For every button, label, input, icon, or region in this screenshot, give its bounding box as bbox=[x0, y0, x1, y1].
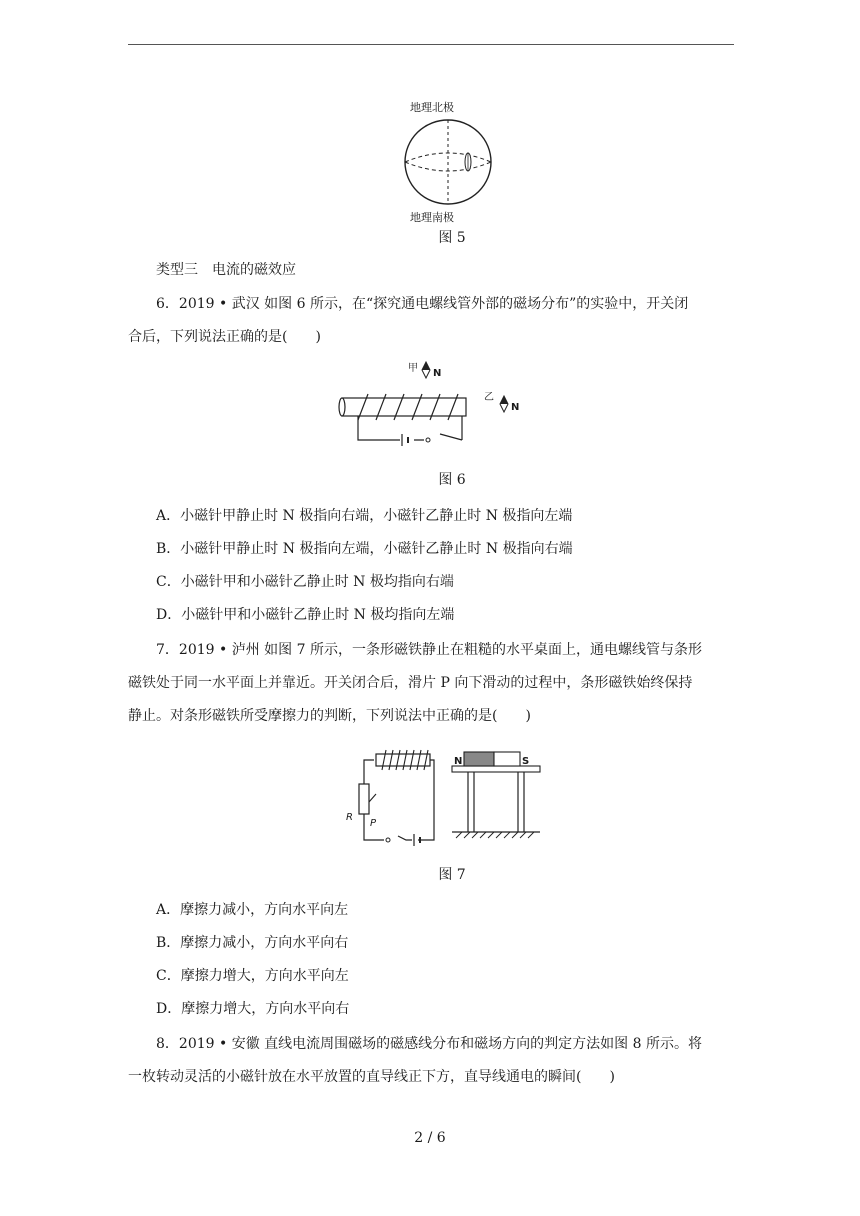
fig6-caption: 图 6 bbox=[438, 472, 466, 488]
q6-text-line2: 合后，下列说法正确的是( ) bbox=[128, 329, 321, 345]
q7-option-c[interactable]: C．摩擦力增大，方向水平向左 bbox=[156, 968, 349, 984]
q7-text-line1: 7．2019 • 泸州 如图 7 所示，一条形磁铁静止在粗糙的水平桌面上，通电螺线管与条形 bbox=[156, 642, 702, 658]
fig7-label-p: P bbox=[370, 818, 377, 829]
q7-text-line3: 静止。对条形磁铁所受摩擦力的判断，下列说法中正确的是( ) bbox=[128, 708, 531, 724]
fig7-label-r: R bbox=[346, 812, 353, 823]
fig7-bar-magnet-n bbox=[464, 752, 494, 766]
q6-text-line1: 6．2019 • 武汉 如图 6 所示，在“探究通电螺线管外部的磁场分布”的实验中，开关闭 bbox=[156, 296, 689, 312]
q8-text-line1: 8．2019 • 安徽 直线电流周围磁场的磁感线分布和磁场方向的判定方法如图 8 所示。将 bbox=[156, 1036, 702, 1052]
circuit-wire bbox=[358, 416, 462, 440]
fig7-label-n: N bbox=[454, 756, 463, 767]
q7-text-line2: 磁铁处于同一水平面上并靠近。开关闭合后，滑片 P 向下滑动的过程中，条形磁铁始终保持 bbox=[128, 675, 693, 691]
q6-option-b[interactable]: B．小磁针甲静止时 N 极指向左端，小磁针乙静止时 N 极指向右端 bbox=[156, 541, 573, 557]
fig5-south-label: 地理南极 bbox=[410, 211, 454, 224]
header-rule bbox=[128, 44, 734, 45]
fig7-label-s: S bbox=[522, 756, 530, 767]
q6-option-d[interactable]: D．小磁针甲和小磁针乙静止时 N 极均指向左端 bbox=[156, 607, 455, 623]
q6-option-c[interactable]: C．小磁针甲和小磁针乙静止时 N 极均指向右端 bbox=[156, 574, 454, 590]
fig7-bar-magnet-s bbox=[494, 752, 520, 766]
fig6-label-n2: N bbox=[511, 402, 520, 413]
fig7-floor-hatch bbox=[456, 832, 534, 838]
fig6-label-yi: 乙 bbox=[484, 392, 494, 403]
fig5-globe bbox=[400, 118, 496, 208]
q7-option-d[interactable]: D．摩擦力增大，方向水平向右 bbox=[156, 1001, 350, 1017]
fig6-label-jia: 甲 bbox=[408, 363, 418, 374]
fig5-caption: 图 5 bbox=[438, 230, 466, 246]
fig7-caption: 图 7 bbox=[438, 867, 466, 883]
page-number: 2 / 6 bbox=[414, 1130, 446, 1146]
fig7-rheostat bbox=[359, 784, 369, 814]
q7-option-a[interactable]: A．摩擦力减小，方向水平向左 bbox=[156, 902, 349, 918]
fig5-north-label: 地理北极 bbox=[410, 101, 454, 114]
fig6-label-n1: N bbox=[433, 368, 442, 379]
q8-text-line2: 一枚转动灵活的小磁针放在水平放置的直导线正下方，直导线通电的瞬间( ) bbox=[128, 1069, 615, 1085]
fig6-solenoid-circuit bbox=[336, 358, 536, 458]
fig7-solenoid-magnet bbox=[344, 744, 544, 854]
section-heading: 类型三 电流的磁效应 bbox=[156, 262, 296, 278]
q6-option-a[interactable]: A．小磁针甲静止时 N 极指向右端，小磁针乙静止时 N 极指向左端 bbox=[156, 508, 573, 524]
q7-option-b[interactable]: B．摩擦力减小，方向水平向右 bbox=[156, 935, 349, 951]
